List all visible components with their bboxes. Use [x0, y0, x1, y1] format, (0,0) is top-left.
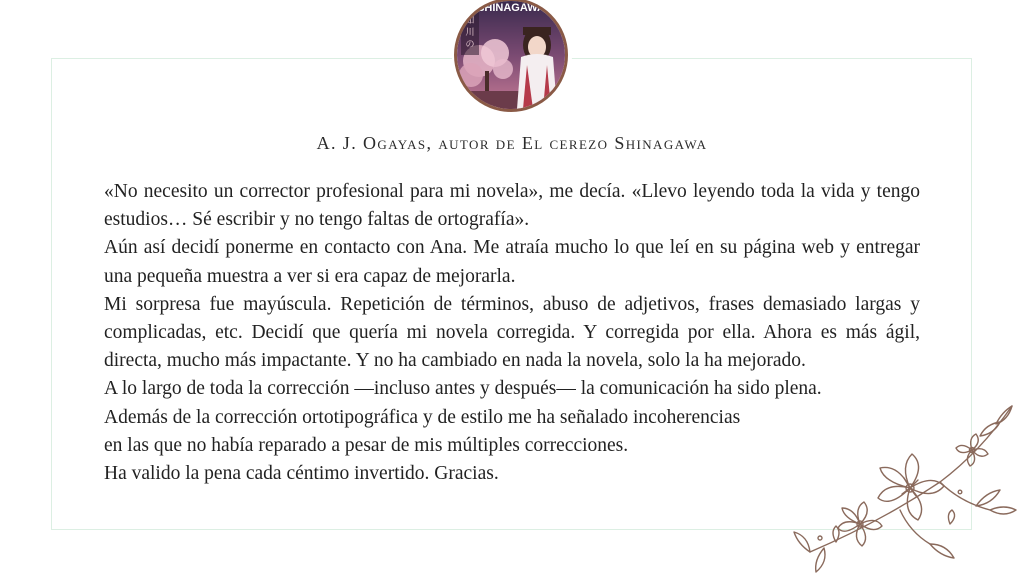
svg-text:川: 川 [465, 28, 475, 38]
author-heading: A. J. Ogayas, autor de El cerezo Shinagawa [316, 133, 708, 153]
testimonial-line: Ha valido la pena cada céntimo invertido. Gracias. [104, 463, 499, 485]
testimonial-paragraph: Mi sorpresa fue mayúscula. Repetición de términos, abuso de adjetivos, frases demasiado largas y complicadas, etc. Decidí que quería mi novela corregida. Y corregida por ella. Ahora es más ágil, directa, mucho más impactante. Y no ha cambiado en nada la novela, solo la ha mejorado. [104, 293, 920, 372]
testimonial-paragraph: «No necesito un corrector profesional para mi novela», me decía. «Llevo leyendo toda la vida y tengo estudios… Sé escribir y no tengo faltas de ortografía». [104, 181, 920, 231]
book-cover-illustration [457, 1, 565, 109]
book-cover-avatar [454, 0, 568, 112]
testimonial-line: Además de la corrección ortotipográfica y de estilo me ha señalado incoherencias [104, 406, 741, 428]
floral-decoration [790, 392, 1024, 575]
avatar-container [452, 0, 572, 116]
testimonial-paragraph: Aún así decidí ponerme en contacto con Ana. Me atraía mucho lo que leí en su página web y entregar una pequeña muestra a ver si era capaz de mejorarla. [104, 237, 920, 287]
testimonial-line: en las que no había reparado a pesar de mis múltiples correcciones. [104, 434, 629, 456]
cherry-blossom-icon [790, 392, 1024, 575]
book-cover-title: SHINAGAWA [477, 2, 545, 14]
svg-text:の: の [465, 40, 475, 50]
testimonial-paragraph: A lo largo de toda la corrección —incluso antes y después— la comunicación ha sido plena. [104, 378, 822, 400]
svg-text:如: 如 [465, 16, 475, 26]
